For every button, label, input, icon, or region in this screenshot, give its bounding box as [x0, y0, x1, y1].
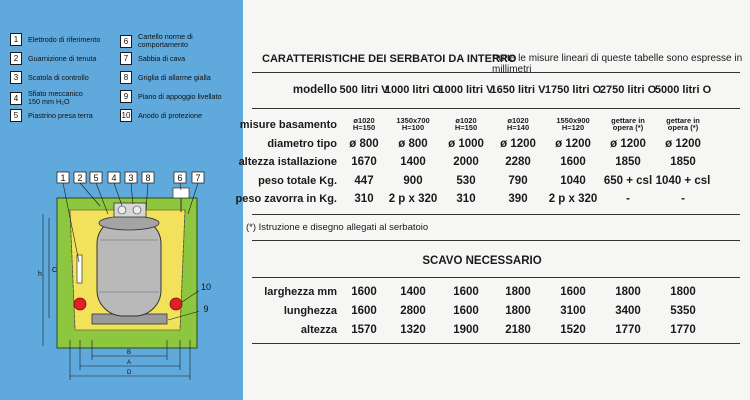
legend-text: Griglia di allarme gialla [138, 72, 211, 82]
table-cell: ø1020 H=150 [352, 116, 376, 132]
scavo-cell: 1570 [351, 324, 377, 336]
diagram-number-10: 10 [200, 282, 212, 292]
table-cell: 1040 [560, 175, 586, 187]
dim-letter-c: C [52, 267, 58, 274]
legend-text: Scatola di controllo [28, 72, 89, 82]
table-cell: 1350x700 H=100 [396, 116, 430, 132]
table-cell: ø 800 [349, 138, 379, 150]
legend-number: 8 [120, 71, 132, 84]
table-cell: 310 [354, 193, 374, 205]
scavo-cell: 3400 [615, 305, 641, 317]
rule-footnote [252, 240, 740, 241]
model-header: 500 litri V [339, 84, 389, 96]
table-cell: 1040 + csl [655, 175, 711, 187]
scavo-cell: 1320 [400, 324, 426, 336]
reference-electrode [77, 255, 82, 283]
table-cell: gettare in opera (*) [611, 116, 645, 132]
rule-body [252, 214, 740, 215]
scavo-cell: 1400 [400, 286, 426, 298]
rule-scavo [252, 277, 740, 278]
dim-letter-b: B [127, 350, 132, 356]
table-cell: 1850 [670, 156, 696, 168]
legend-text: Piano di appoggio livellato [138, 91, 222, 101]
table-cell: 900 [403, 175, 423, 187]
row-label: peso zavorra in Kg. [235, 193, 337, 205]
table-cell: gettare in opera (*) [666, 116, 700, 132]
scavo-row-label: lunghezza [283, 305, 337, 317]
row-label: misure basamento [239, 119, 337, 131]
row-label: altezza istallazione [238, 156, 337, 168]
legend-text: Sabbia di cava [138, 53, 186, 63]
anode-marker-left [74, 298, 86, 310]
scavo-row-label: altezza [300, 324, 337, 336]
diagram-number-1: 1 [60, 173, 66, 183]
scavo-cell: 1600 [453, 286, 479, 298]
legend-number: 10 [121, 111, 131, 120]
rule-header [252, 108, 740, 109]
left-panel [0, 0, 243, 400]
scavo-cell: 1800 [615, 286, 641, 298]
legend-text: Anodo di protezione [138, 110, 202, 120]
diagram-number-8: 8 [145, 173, 151, 183]
table-cell: - [681, 193, 685, 205]
model-header: 2750 litri O [599, 84, 657, 96]
scavo-cell: 1800 [505, 286, 531, 298]
table-cell: ø 800 [398, 138, 428, 150]
table-note: *tutte le misure lineari di queste tabelle sono espresse in millimetri [492, 53, 743, 75]
table-cell: 2 p x 320 [548, 193, 598, 205]
scavo-cell: 3100 [560, 305, 586, 317]
legend-text: Piastrino presa terra [28, 110, 93, 120]
legend-number: 5 [10, 109, 22, 122]
tank-body [97, 218, 161, 316]
table-footnote: (*) Istruzione e disegno allegati al serbatoio [246, 222, 429, 233]
table-cell: 650 + csl [603, 175, 653, 187]
model-header: 1000 litri O [384, 84, 442, 96]
legend-number: 7 [120, 52, 132, 65]
table-cell: 390 [508, 193, 528, 205]
scavo-cell: 1600 [351, 286, 377, 298]
diagram-number-5: 5 [93, 173, 99, 183]
scavo-cell: 2800 [400, 305, 426, 317]
scavo-cell: 1520 [560, 324, 586, 336]
diagram-number-4: 4 [111, 173, 117, 183]
legend-number: 4 [10, 92, 22, 105]
legend-text: Elettrodo di riferimento [28, 34, 101, 44]
scavo-cell: 1900 [453, 324, 479, 336]
model-header: 1750 litri O [544, 84, 602, 96]
table-cell: 1600 [560, 156, 586, 168]
model-header: 1000 litri V [438, 84, 494, 96]
legend-number: 2 [10, 52, 22, 65]
row-label: peso totale Kg. [258, 175, 337, 187]
model-label: modello [292, 84, 337, 96]
table-cell: ø 1200 [610, 138, 646, 150]
diagram-number-2: 2 [77, 173, 83, 183]
legend-text: Guarnizione di tenuta [28, 53, 97, 63]
row-label: diametro tipo [267, 138, 337, 150]
legend-number: 9 [120, 90, 132, 103]
legend-number: 1 [10, 33, 22, 46]
scavo-cell: 1800 [670, 286, 696, 298]
table-cell: ø 1200 [555, 138, 591, 150]
table-title: CARATTERISTICHE DEI SERBATOI DA INTERRO [262, 53, 517, 65]
legend-number: 6 [120, 35, 132, 48]
table-cell: 530 [456, 175, 476, 187]
legend-text: Sfiato meccanico 150 mm H₂O [28, 89, 83, 106]
table-cell: 790 [508, 175, 528, 187]
table-cell: 2280 [505, 156, 531, 168]
dim-letter-a: A [127, 360, 132, 366]
table-cell: 1400 [400, 156, 426, 168]
legend-number: 3 [10, 71, 22, 84]
diagram-number-3: 3 [128, 173, 134, 183]
scavo-cell: 1770 [670, 324, 696, 336]
dim-letter-h: h [38, 271, 42, 278]
table-cell: - [626, 193, 630, 205]
model-header: 5000 litri O [654, 84, 712, 96]
table-cell: 1850 [615, 156, 641, 168]
legend-text: Cartello norme di comportamento [138, 32, 193, 49]
table-cell: 1670 [351, 156, 377, 168]
table-cell: 2000 [453, 156, 479, 168]
rule-top [252, 72, 740, 73]
scavo-title: SCAVO NECESSARIO [422, 255, 542, 267]
model-header: 1650 litri V [490, 84, 546, 96]
dim-letter-d: D [127, 370, 132, 376]
anode-marker-right [170, 298, 182, 310]
table-cell: ø 1200 [665, 138, 701, 150]
scavo-cell: 1770 [615, 324, 641, 336]
rule-bottom [252, 343, 740, 344]
installation-diagram [0, 0, 243, 400]
scavo-row-label: larghezza mm [264, 286, 337, 298]
table-cell: 447 [354, 175, 374, 187]
diagram-number-9: 9 [203, 304, 209, 314]
diagram-number-6: 6 [177, 173, 183, 183]
table-cell: 1550x900 H=120 [556, 116, 590, 132]
scavo-cell: 1600 [560, 286, 586, 298]
scavo-cell: 5350 [670, 305, 696, 317]
table-cell: ø 1000 [448, 138, 484, 150]
scavo-cell: 1600 [453, 305, 479, 317]
scavo-cell: 2180 [505, 324, 531, 336]
table-cell: 310 [456, 193, 476, 205]
diagram-number-7: 7 [195, 173, 201, 183]
table-cell: ø 1200 [500, 138, 536, 150]
table-cell: 2 p x 320 [388, 193, 438, 205]
table-cell: ø1020 H=140 [506, 116, 530, 132]
scavo-cell: 1800 [505, 305, 531, 317]
scavo-cell: 1600 [351, 305, 377, 317]
table-cell: ø1020 H=150 [454, 116, 478, 132]
